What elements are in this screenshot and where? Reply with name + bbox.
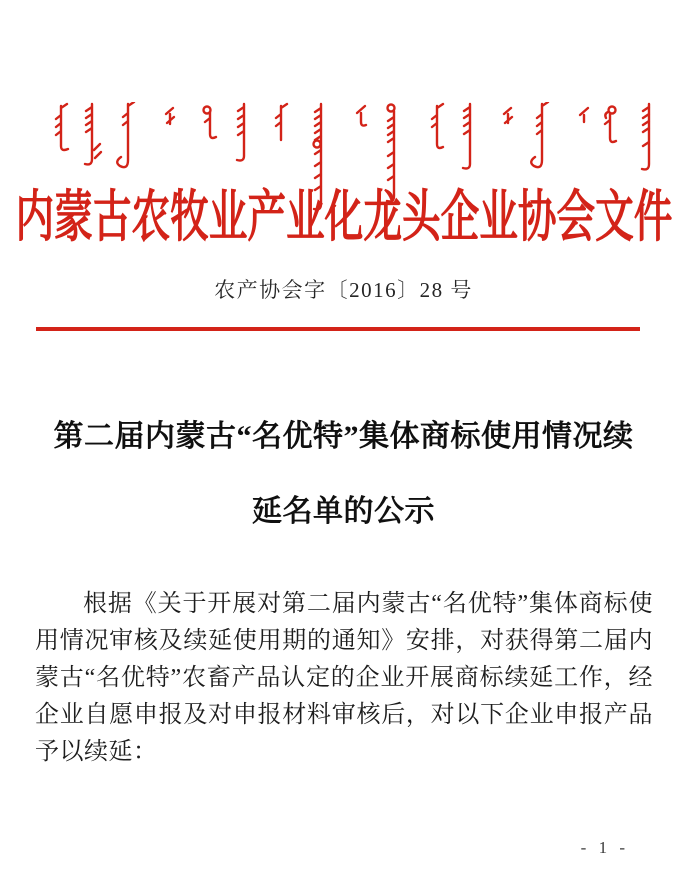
doc-number: 农产协会字〔2016〕28 号 <box>214 278 473 302</box>
letterhead-org-name-text: 内蒙古农牧业产业化龙头企业协会文件 <box>15 187 672 249</box>
letterhead-divider-rule <box>36 327 640 331</box>
document-title-line1: 第二届内蒙古“名优特”集体商标使用情况续 <box>53 420 634 453</box>
document-title-line2: 延名单的公示 <box>252 495 435 528</box>
page-number: - 1 - <box>580 838 629 857</box>
document-title <box>0 399 687 549</box>
body-paragraph: 根据《关于开展对第二届内蒙古“名优特”集体商标使用情况审核及续延使用期的通知》安排，对获得第二届内蒙古“名优特”农畜产品认定的企业开展商标续延工作，经企业自愿申报及对申报材料审核后，对以下企业申报产品予以续延： <box>35 591 653 765</box>
letterhead-org-name <box>0 186 687 250</box>
